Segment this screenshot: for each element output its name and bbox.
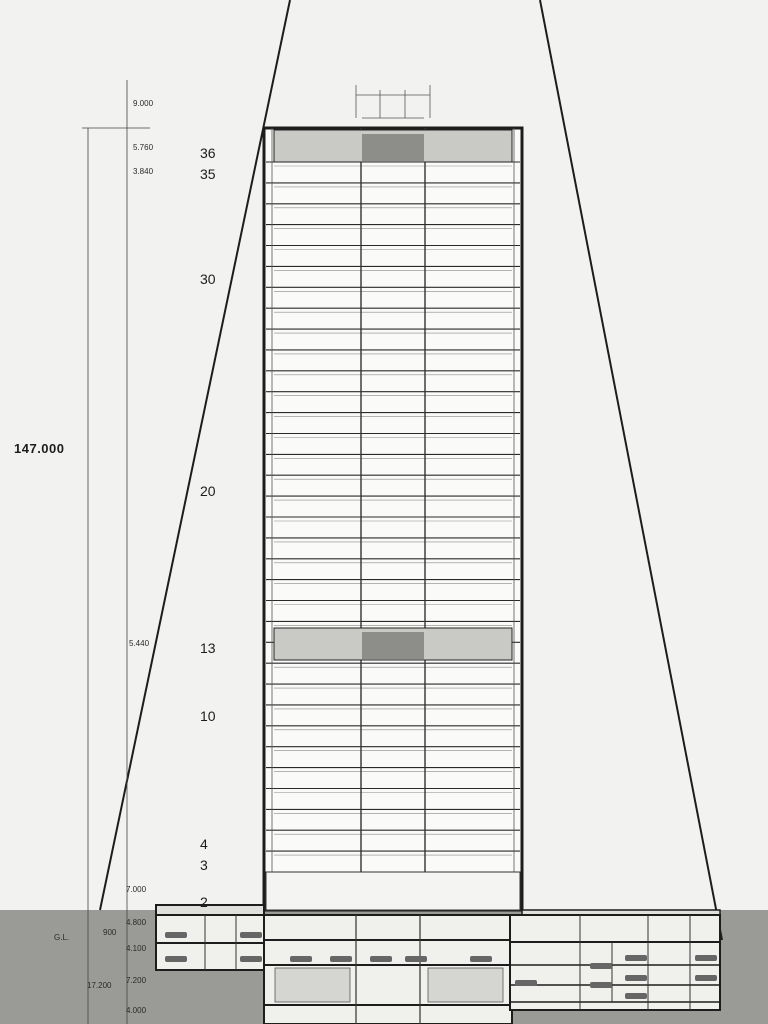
car: [695, 975, 717, 981]
dim-upper-story: 3.840: [133, 167, 154, 176]
car: [290, 956, 312, 962]
dim-basement-total: 17.200: [87, 981, 112, 990]
floor-label-4: 4: [200, 836, 208, 852]
dim-lobby-story: 7.000: [126, 885, 147, 894]
car: [470, 956, 492, 962]
dim-basement-3: 4.000: [126, 1006, 147, 1015]
dim-roof-story: 5.760: [133, 143, 154, 152]
sight-line-right: [540, 0, 722, 940]
car: [370, 956, 392, 962]
dim-basement-1: 4.100: [126, 944, 147, 953]
floor-label-35: 35: [200, 166, 216, 182]
floor-label-13: 13: [200, 640, 216, 656]
dim-mechanical-story: 5.440: [129, 639, 150, 648]
dim-basement-2: 7.200: [126, 976, 147, 985]
sight-line-left: [100, 0, 290, 910]
car: [165, 932, 187, 938]
floor-label-10: 10: [200, 708, 216, 724]
car: [625, 975, 647, 981]
floor-label-36: 36: [200, 145, 216, 161]
dim-ground-offset: 900: [103, 928, 117, 937]
labels: [14, 99, 154, 1015]
car: [590, 982, 612, 988]
car: [330, 956, 352, 962]
podium-left: [156, 905, 264, 915]
car: [405, 956, 427, 962]
mechanical-core-top: [362, 134, 424, 161]
floor-label-30: 30: [200, 271, 216, 287]
car: [695, 955, 717, 961]
car: [240, 956, 262, 962]
car: [240, 932, 262, 938]
ground-line-label: G.L.: [54, 933, 70, 942]
floor-number-labels: [200, 145, 216, 910]
car: [515, 980, 537, 986]
lobby: [266, 872, 520, 910]
floor-label-20: 20: [200, 483, 216, 499]
dim-top-mast: 9.000: [133, 99, 154, 108]
floor-label-2: 2: [200, 894, 208, 910]
roof-mast: [356, 85, 430, 118]
car: [590, 963, 612, 969]
car: [625, 993, 647, 999]
dim-ground-story: 4.800: [126, 918, 147, 927]
total-height-label: 147.000: [14, 441, 65, 456]
mechanical-core-mid: [362, 632, 424, 659]
floor-label-3: 3: [200, 857, 208, 873]
car: [625, 955, 647, 961]
car: [165, 956, 187, 962]
